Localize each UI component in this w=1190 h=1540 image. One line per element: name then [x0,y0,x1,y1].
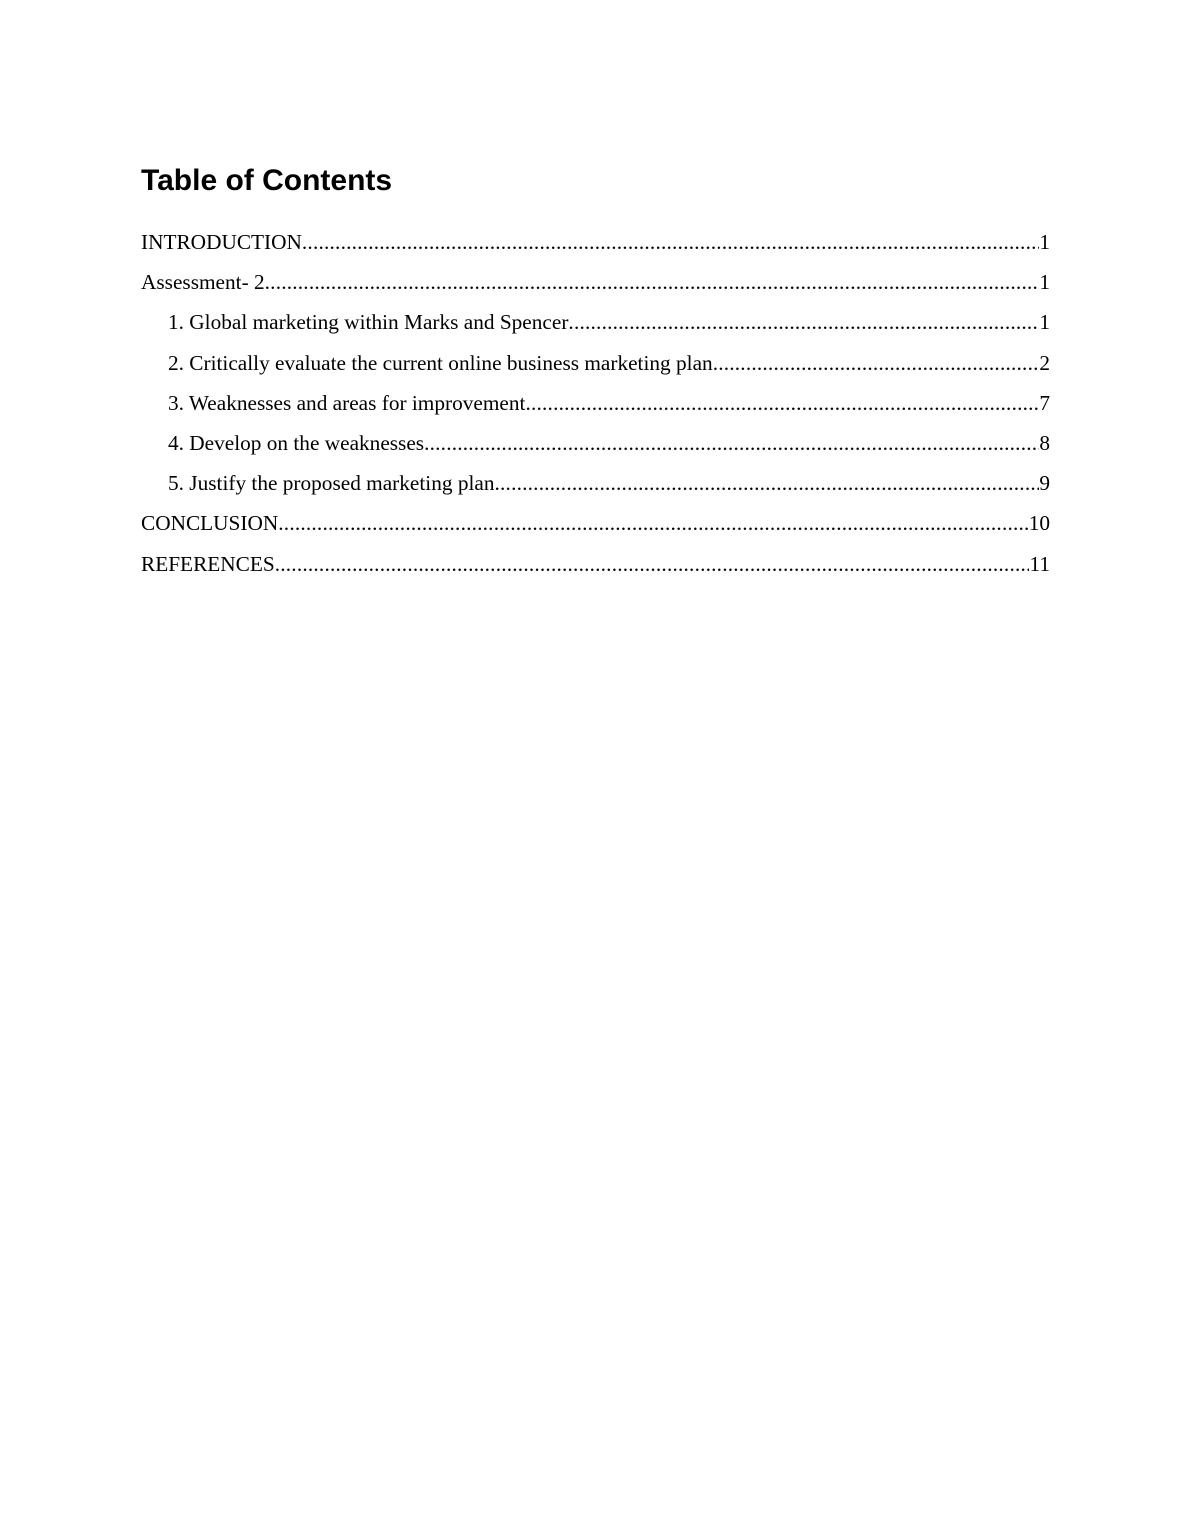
toc-entry-label: REFERENCES [141,551,275,576]
toc-dot-leader [265,262,1040,302]
toc-page-number: 1 [1039,270,1050,295]
toc-entry-references[interactable] [141,544,1050,584]
toc-page-number: 11 [1029,551,1050,576]
toc-entry-global-marketing[interactable] [141,302,1050,342]
toc-page-number: 9 [1039,471,1050,496]
toc-dot-leader [278,503,1028,543]
toc-page-number: 1 [1039,230,1050,254]
toc-entry-label: INTRODUCTION [141,230,302,254]
toc-heading: Table of Contents [141,164,393,197]
toc-entry-label: 4. Develop on the weaknesses [168,430,425,455]
toc-entry-conclusion[interactable] [141,503,1050,543]
toc-page-number: 8 [1039,430,1050,455]
toc-dot-leader [424,423,1039,463]
toc-entry-develop-weaknesses[interactable] [141,423,1050,463]
toc-entry-introduction[interactable] [141,222,1050,262]
toc-page-number: 7 [1039,390,1050,415]
toc-entry-assessment-2[interactable] [141,262,1050,302]
toc-dot-leader [713,343,1040,383]
toc-page-number: 2 [1039,350,1050,375]
toc-entry-label: 3. Weaknesses and areas for improvement [168,390,526,415]
toc-entry-evaluate-plan[interactable] [141,343,1050,383]
toc-entry-label: CONCLUSION [141,511,279,536]
toc-dot-leader [275,544,1030,584]
toc-entry-label: 2. Critically evaluate the current online business marketing plan [168,350,713,375]
toc-dot-leader [302,222,1039,262]
toc-entry-weaknesses[interactable] [141,383,1050,423]
toc-dot-leader [568,302,1039,342]
toc-entry-justify-plan[interactable] [141,463,1050,503]
toc-page-number: 10 [1028,511,1050,536]
toc-dot-leader [525,383,1039,423]
toc-entry-label: 1. Global marketing within Marks and Spencer [168,310,569,335]
toc-dot-leader [495,463,1040,503]
toc-entry-label: 5. Justify the proposed marketing plan [168,471,495,496]
toc-entry-label: Assessment- 2 [141,270,265,295]
toc-page-number: 1 [1039,310,1050,335]
toc-list [141,222,1050,584]
